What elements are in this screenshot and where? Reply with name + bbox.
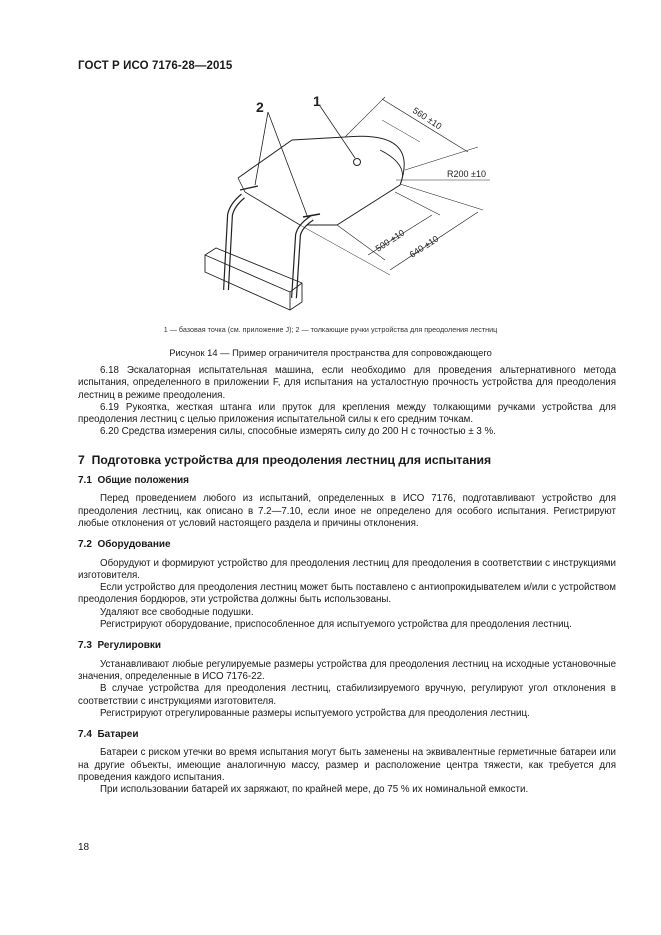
paragraph: Удаляют все свободные подушки. bbox=[100, 606, 254, 618]
callout-2: 2 bbox=[256, 99, 264, 115]
paragraph: Перед проведением любого из испытаний, определенных в ИСО 7176, подготавливают устройство для преодоления лестниц, как описано в 7.2—7.10, если иное не определено для особого испытания. Регистрируют любые отклонения от условий настоящего раздела и причины отклонения. bbox=[78, 493, 616, 529]
subsection-number: 7.2 bbox=[78, 539, 92, 551]
paragraph: В случае устройства для преодоления лестниц, стабилизируемого вручную, регулируют угол отклонения в соответствии с инструкциями изготовителя. bbox=[78, 683, 616, 707]
figure-caption: Рисунок 14 — Пример ограничителя пространства для сопровождающего bbox=[169, 347, 492, 358]
paragraph: При использовании батарей их заряжают, по крайней мере, до 75 % их номинальной емкости. bbox=[100, 784, 529, 796]
section-7-heading bbox=[78, 454, 616, 466]
subsection-7-3-heading bbox=[78, 640, 616, 652]
dim-r200: R200 ±10 bbox=[447, 169, 486, 179]
paragraph-6-18: 6.18 Эскалаторная испытательная машина, если необходимо для проведения альтернативного метода испытания, определенного в приложении F, для испытания на усталостную прочность устройства для преодоления лестниц в режиме преодоления. bbox=[78, 365, 616, 401]
page-number: 18 bbox=[78, 842, 90, 853]
paragraph: Устанавливают любые регулируемые размеры устройства для преодоления лестниц на исходные установочные значения, определенные в ИСО 7176-22. bbox=[78, 658, 616, 682]
section-number: 7 bbox=[78, 452, 85, 467]
paragraph: Батареи с риском утечки во время испытания могут быть заменены на эквивалентные герметичные батареи или на другие объекты, имеющие аналогичную массу, размер и расположение центра тяжести, как требуется для проведения каждого испытания. bbox=[78, 747, 616, 784]
dim-500: 500 ±10 bbox=[373, 227, 407, 254]
figure-drawing bbox=[150, 88, 510, 318]
dim-560: 560 ±10 bbox=[410, 105, 444, 132]
subsection-7-1-heading bbox=[78, 475, 616, 487]
subsection-7-4-heading bbox=[78, 729, 616, 741]
subsection-title: Регулировки bbox=[97, 640, 162, 652]
paragraph: Регистрируют оборудование, приспособленное для испытуемого устройства для преодоления лестниц. bbox=[100, 619, 572, 631]
platform-outline bbox=[238, 136, 404, 225]
paragraph-6-19: 6.19 Рукоятка, жесткая штанга или пруток для крепления между толкающими ручками устройства для преодоления лестниц с целью приложения испытательной силы к его средним точкам. bbox=[78, 401, 616, 426]
figure-legend: 1 — базовая точка (см. приложение J); 2 — толкающие ручки устройства для преодоления лестниц bbox=[163, 325, 498, 334]
subsection-title: Оборудование bbox=[97, 539, 171, 551]
base-frame bbox=[205, 248, 302, 310]
document-body bbox=[78, 365, 616, 797]
reference-point bbox=[354, 159, 361, 166]
subsection-title: Батареи bbox=[97, 729, 139, 741]
subsection-number: 7.1 bbox=[78, 475, 92, 487]
paragraph: Оборудуют и формируют устройство для преодоления лестниц для преодоления в соответствии с инструкциями изготовителя. bbox=[78, 557, 616, 581]
dim-640: 640 ±10 bbox=[407, 233, 441, 260]
document-header: ГОСТ Р ИСО 7176-28—2015 bbox=[78, 60, 233, 72]
subsection-title: Общие положения bbox=[97, 475, 189, 487]
subsection-7-2-heading bbox=[78, 539, 616, 551]
subsection-number: 7.3 bbox=[78, 640, 92, 652]
paragraph: Если устройство для преодоления лестниц может быть поставлено с антиопрокидывателем и/или с устройством преодоления бордюров, эти устройства должны быть использованы. bbox=[78, 582, 616, 606]
subsection-number: 7.4 bbox=[78, 729, 92, 741]
callout-1: 1 bbox=[313, 93, 321, 109]
paragraph-6-20: 6.20 Средства измерения силы, способные измерять силу до 200 Н с точностью ± 3 %. bbox=[100, 426, 496, 438]
paragraph: Регистрируют отрегулированные размеры испытуемого устройства для преодоления лестниц. bbox=[100, 707, 530, 719]
section-title: Подготовка устройства для преодоления лестниц для испытания bbox=[91, 452, 492, 467]
